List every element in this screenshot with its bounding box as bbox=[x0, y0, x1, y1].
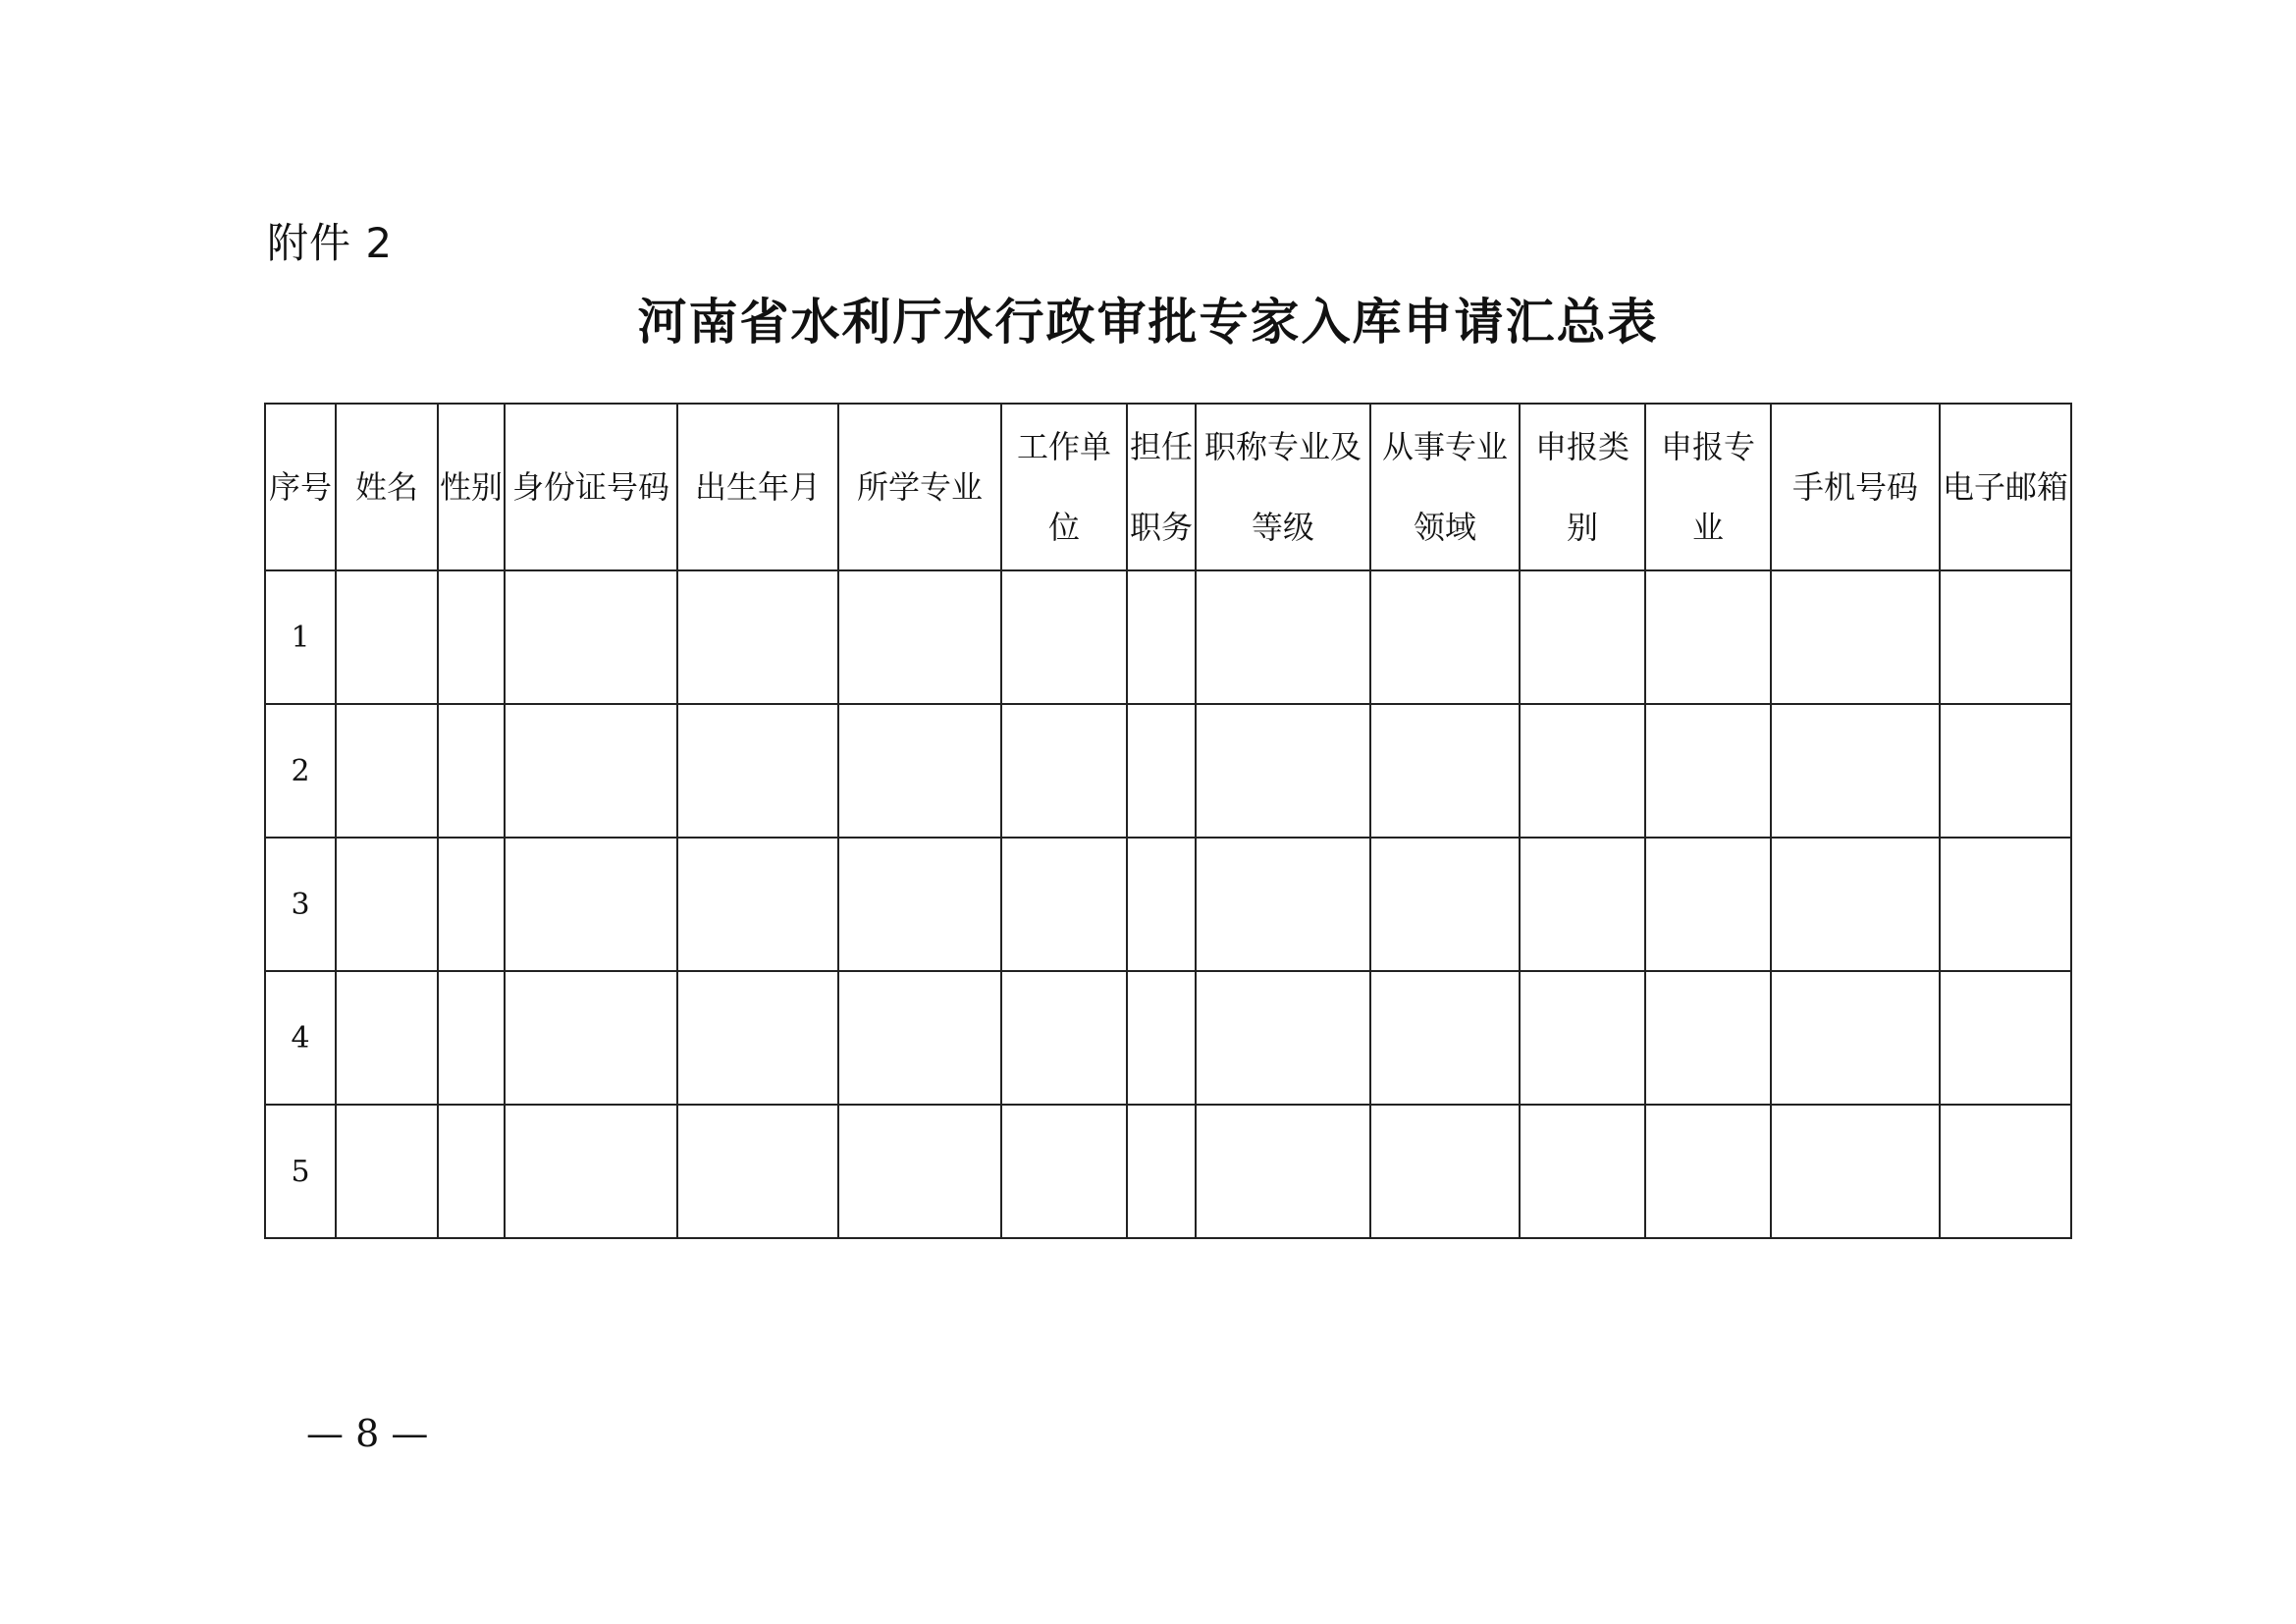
table-cell bbox=[838, 704, 1001, 838]
header-cell-field: 从事专业领域 bbox=[1370, 404, 1520, 570]
table-cell bbox=[1771, 971, 1940, 1105]
table-cell bbox=[1771, 1105, 1940, 1238]
row-seq-cell: 5 bbox=[265, 1105, 336, 1238]
table-cell bbox=[677, 971, 838, 1105]
table-cell bbox=[438, 971, 505, 1105]
table-cell bbox=[1771, 570, 1940, 704]
table-cell bbox=[336, 971, 438, 1105]
table-cell bbox=[1645, 838, 1771, 971]
table-cell bbox=[1370, 704, 1520, 838]
header-cell-category: 申报类别 bbox=[1520, 404, 1645, 570]
header-cell-id-number: 身份证号码 bbox=[505, 404, 677, 570]
table-cell bbox=[438, 570, 505, 704]
table-cell bbox=[505, 570, 677, 704]
table-cell bbox=[1940, 570, 2071, 704]
table-cell bbox=[336, 704, 438, 838]
table-cell bbox=[505, 971, 677, 1105]
table-row bbox=[265, 1105, 2071, 1238]
table-row bbox=[265, 704, 2071, 838]
table-cell bbox=[1520, 704, 1645, 838]
table-cell bbox=[1370, 570, 1520, 704]
row-seq-cell: 3 bbox=[265, 838, 336, 971]
header-cell-phone: 手机号码 bbox=[1771, 404, 1940, 570]
table-cell bbox=[1370, 971, 1520, 1105]
table-cell bbox=[1645, 704, 1771, 838]
table-header-row bbox=[265, 404, 2071, 570]
table-row bbox=[265, 971, 2071, 1105]
table-cell bbox=[1001, 570, 1127, 704]
table-cell bbox=[677, 570, 838, 704]
table-cell bbox=[336, 570, 438, 704]
table-cell bbox=[1127, 1105, 1196, 1238]
table-cell bbox=[1645, 971, 1771, 1105]
table-cell bbox=[1370, 838, 1520, 971]
table-cell bbox=[1196, 704, 1370, 838]
table-cell bbox=[677, 704, 838, 838]
header-cell-gender: 性别 bbox=[438, 404, 505, 570]
header-cell-email: 电子邮箱 bbox=[1940, 404, 2071, 570]
table-cell bbox=[505, 1105, 677, 1238]
row-seq-cell: 4 bbox=[265, 971, 336, 1105]
header-cell-position: 担任职务 bbox=[1127, 404, 1196, 570]
table-cell bbox=[1645, 570, 1771, 704]
page-number: — 8 — bbox=[306, 1412, 429, 1455]
header-cell-birth-date: 出生年月 bbox=[677, 404, 838, 570]
table-cell bbox=[1001, 1105, 1127, 1238]
table-cell bbox=[1196, 971, 1370, 1105]
table-cell bbox=[438, 1105, 505, 1238]
table-cell bbox=[1940, 971, 2071, 1105]
table-cell bbox=[1520, 570, 1645, 704]
table-cell bbox=[336, 1105, 438, 1238]
table-cell bbox=[1771, 704, 1940, 838]
header-cell-employer: 工作单位 bbox=[1001, 404, 1127, 570]
table-cell bbox=[1940, 838, 2071, 971]
row-seq-cell: 2 bbox=[265, 704, 336, 838]
table-cell bbox=[677, 1105, 838, 1238]
summary-table bbox=[264, 403, 2072, 1239]
table-cell bbox=[1940, 704, 2071, 838]
table-cell bbox=[1127, 838, 1196, 971]
table-cell bbox=[1940, 1105, 2071, 1238]
header-cell-name: 姓名 bbox=[336, 404, 438, 570]
table-cell bbox=[505, 704, 677, 838]
attachment-label: 附件 2 bbox=[267, 219, 394, 267]
table-cell bbox=[838, 838, 1001, 971]
table-cell bbox=[1196, 570, 1370, 704]
table-cell bbox=[677, 838, 838, 971]
header-cell-seq: 序号 bbox=[265, 404, 336, 570]
table-cell bbox=[336, 838, 438, 971]
table-cell bbox=[1520, 838, 1645, 971]
table-cell bbox=[1127, 971, 1196, 1105]
table-cell bbox=[1196, 1105, 1370, 1238]
header-cell-specialty: 申报专业 bbox=[1645, 404, 1771, 570]
table-cell bbox=[1127, 570, 1196, 704]
table-cell bbox=[438, 704, 505, 838]
table-row bbox=[265, 838, 2071, 971]
table-cell bbox=[1520, 1105, 1645, 1238]
table-cell bbox=[1771, 838, 1940, 971]
row-seq-cell: 1 bbox=[265, 570, 336, 704]
header-cell-major: 所学专业 bbox=[838, 404, 1001, 570]
table-cell bbox=[1001, 838, 1127, 971]
table-row bbox=[265, 570, 2071, 704]
table-cell bbox=[1127, 704, 1196, 838]
table-cell bbox=[838, 1105, 1001, 1238]
table-cell bbox=[1645, 1105, 1771, 1238]
table-cell bbox=[838, 570, 1001, 704]
header-cell-title-level: 职称专业及等级 bbox=[1196, 404, 1370, 570]
document-title: 河南省水利厅水行政审批专家入库申请汇总表 bbox=[637, 293, 1659, 351]
table-cell bbox=[1001, 704, 1127, 838]
table-cell bbox=[438, 838, 505, 971]
table-cell bbox=[1370, 1105, 1520, 1238]
table-cell bbox=[1520, 971, 1645, 1105]
table-cell bbox=[1196, 838, 1370, 971]
table-cell bbox=[838, 971, 1001, 1105]
table-cell bbox=[1001, 971, 1127, 1105]
table-cell bbox=[505, 838, 677, 971]
